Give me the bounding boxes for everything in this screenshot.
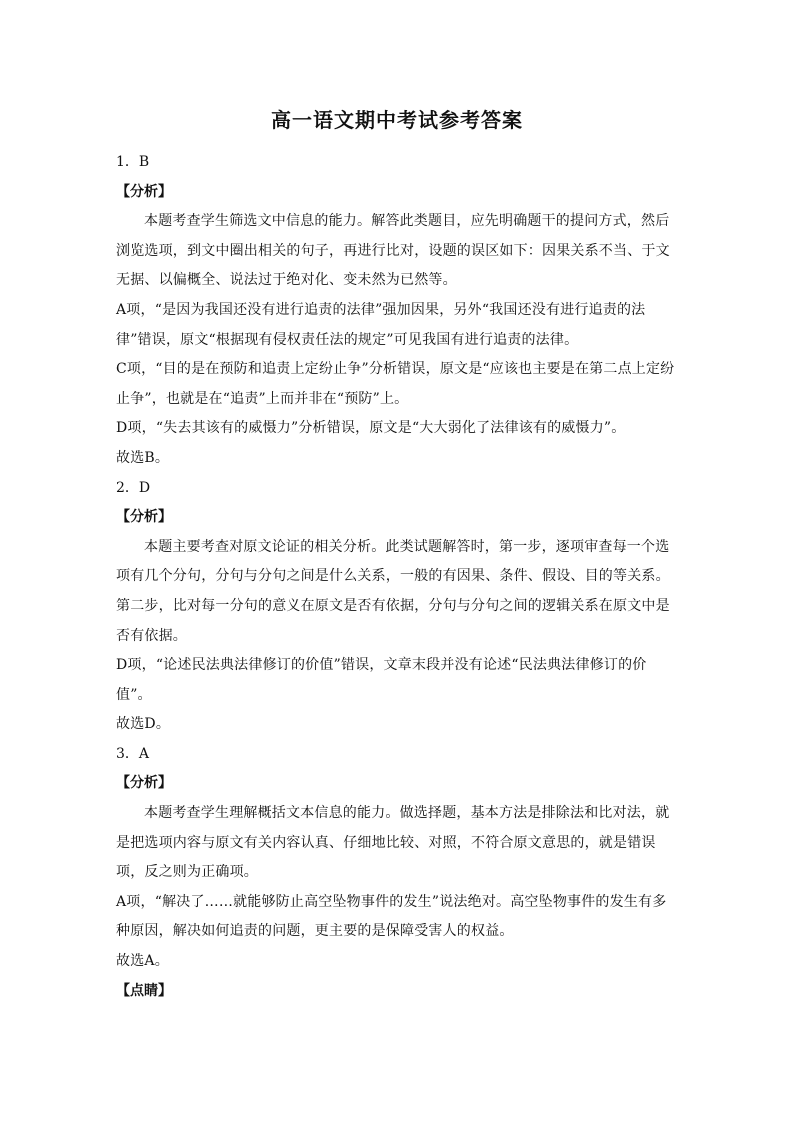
answer-conclusion: 故选B。 [116,449,170,466]
answer-section-1 [116,148,678,474]
analysis-tag: 【分析】 [116,775,172,792]
answer-section-3 [116,740,678,1006]
analysis-intro: 本题考查学生理解概括文本信息的能力。做选择题，基本方法是排除法和比对法，就是把选项内容与原文有关内容认真、仔细地比较、对照，不符合原文意思的，就是错误项，反之则为正确项。 [116,805,670,881]
question-number: 3．A [116,745,150,762]
option-note: A项，“是因为我国还没有进行追责的法律”强加因果，另外“我国还没有进行追责的法律”错误，原文“根据现有侵权责任法的规定”可见我国有进行追责的法律。 [116,301,646,348]
answer-section-2 [116,474,678,740]
option-note: A项，“解决了……就能够防止高空坠物事件的发生”说法绝对。高空坠物事件的发生有多种原因，解决如何追责的问题，更主要的是保障受害人的权益。 [116,893,667,940]
analysis-tag: 【分析】 [116,509,172,526]
option-note: D项，“论述民法典法律修订的价值”错误，文章末段并没有论述“民法典法律修订的价值”。 [116,657,647,703]
analysis-intro: 本题考查学生筛选文中信息的能力。解答此类题目，应先明确题干的提问方式，然后浏览选项，到文中圈出相关的句子，再进行比对，设题的误区如下：因果关系不当、于文无据、以偏概全、说法过于绝对化、变未然为已然等。 [116,213,670,289]
question-number: 2．D [116,479,151,496]
page-title: 高一语文期中考试参考答案 [271,108,523,132]
analysis-tag: 【分析】 [116,183,172,200]
comment-tag: 【点睛】 [116,982,172,999]
option-note: C项，“目的是在预防和追责上定纷止争”分析错误，原文是“应该也主要是在第二点上定纷止争”，也就是在“追责”上而并非在“预防”上。 [116,361,675,407]
answer-conclusion: 故选D。 [116,716,171,733]
analysis-intro: 本题主要考查对原文论证的相关分析。此类试题解答时，第一步，逐项审查每一个选项有几个分句，分句与分句之间是什么关系，一般的有因果、条件、假设、目的等关系。第二步，比对每一分句的意义在原文是否有依据，分句与分句之间的逻辑关系在原文中是否有依据。 [116,538,670,644]
answer-conclusion: 故选A。 [116,953,169,970]
option-note: D项，“失去其该有的威慑力”分析错误，原文是“大大弱化了法律该有的威慑力”。 [116,420,626,437]
question-number: 1．B [116,154,150,170]
